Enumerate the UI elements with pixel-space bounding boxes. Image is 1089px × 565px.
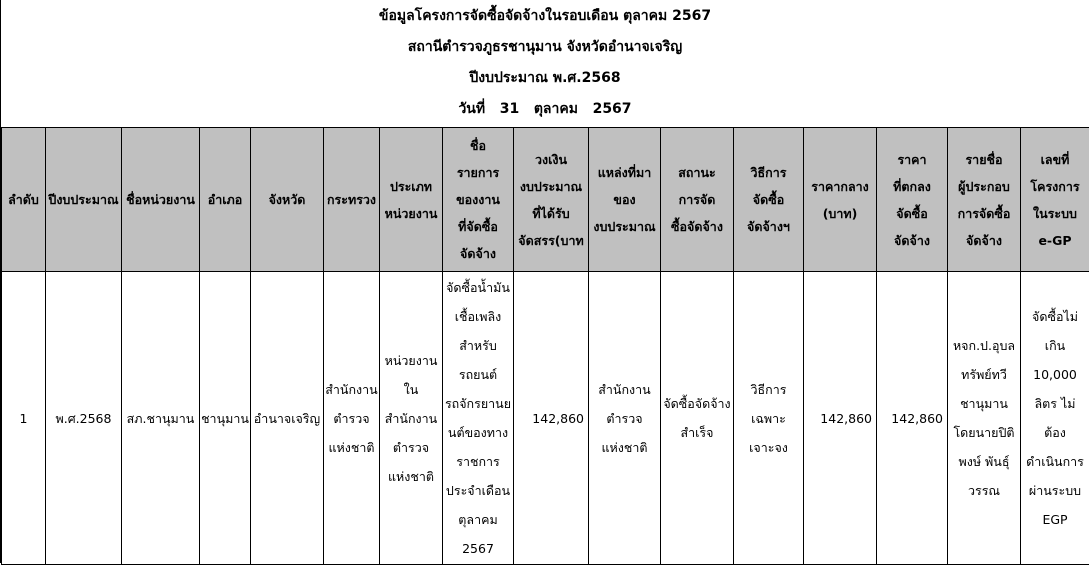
- report-title: ข้อมูลโครงการจัดซื้อจัดจ้างในรอบเดือน ตุลาคม 2567: [1, 4, 1089, 35]
- table-row: [2, 272, 1089, 565]
- col-header-fiscal-year: ปีงบประมาณ: [46, 128, 122, 272]
- col-header-egp-no: เลขที่ โครงการ ในระบบ e-GP: [1021, 128, 1089, 272]
- col-header-item: ชื่อ รายการ ของงาน ที่จัดซื้อ จัดจ้าง: [443, 128, 514, 272]
- col-header-agency-type: ประเภท หน่วยงาน: [380, 128, 443, 272]
- cell-agreed-price: 142,860: [877, 272, 948, 565]
- report-fiscal-year: ปีงบประมาณ พ.ศ.2568: [1, 66, 1089, 97]
- col-header-vendor: รายชื่อ ผู้ประกอบ การจัดซื้อ จัดจ้าง: [948, 128, 1021, 272]
- cell-no: 1: [2, 272, 46, 565]
- cell-status: จัดซื้อจัดจ้าง สำเร็จ: [661, 272, 734, 565]
- cell-vendor: หจก.ป.อุบล ทรัพย์ทวี ชานุมาน โดยนายปิติ พงษ์ พันธุ์ วรรณ: [948, 272, 1021, 565]
- col-header-ministry: กระทรวง: [324, 128, 380, 272]
- col-header-status: สถานะ การจัด ซื้อจัดจ้าง: [661, 128, 734, 272]
- col-header-district: อำเภอ: [200, 128, 251, 272]
- cell-district: ชานุมาน: [200, 272, 251, 565]
- col-header-method: วิธีการ จัดซื้อ จัดจ้างฯ: [734, 128, 804, 272]
- report-date: วันที่ 31 ตุลาคม 2567: [1, 97, 1089, 128]
- cell-province: อำนาจเจริญ: [251, 272, 324, 565]
- cell-item: จัดซื้อน้ำมัน เชื้อเพลิง สำหรับ รถยนต์ รถจักรยานย นต์ของทาง ราชการ ประจำเดือน ตุลาคม 2567: [443, 272, 514, 565]
- col-header-budget: วงเงิน งบประมาณ ที่ได้รับ จัดสรร(บาท: [514, 128, 589, 272]
- report-agency: สถานีตำรวจภูธรชานุมาน จังหวัดอำนาจเจริญ: [1, 35, 1089, 66]
- cell-egp-no: จัดซื้อไม่เกิน 10,000 ลิตร ไม่ ต้อง ดำเนินการ ผ่านระบบ EGP: [1021, 272, 1089, 565]
- cell-ministry: สำนักงาน ตำรวจ แห่งชาติ: [324, 272, 380, 565]
- col-header-budget-source: แหล่งที่มา ของ งบประมาณ: [589, 128, 661, 272]
- cell-budget: 142,860: [514, 272, 589, 565]
- cell-budget-source: สำนักงาน ตำรวจ แห่งชาติ: [589, 272, 661, 565]
- report-header: [1, 0, 1089, 127]
- col-header-province: จังหวัด: [251, 128, 324, 272]
- col-header-agency: ชื่อหน่วยงาน: [122, 128, 200, 272]
- cell-method: วิธีการเฉพาะ เจาะจง: [734, 272, 804, 565]
- table-header-row: [2, 128, 1089, 272]
- cell-fiscal-year: พ.ศ.2568: [46, 272, 122, 565]
- col-header-median-price: ราคากลาง (บาท): [804, 128, 877, 272]
- cell-agency-type: หน่วยงาน ใน สำนักงาน ตำรวจ แห่งชาติ: [380, 272, 443, 565]
- cell-median-price: 142,860: [804, 272, 877, 565]
- col-header-no: ลำดับ: [2, 128, 46, 272]
- procurement-table: [1, 127, 1089, 565]
- col-header-agreed-price: ราคา ที่ตกลง จัดซื้อ จัดจ้าง: [877, 128, 948, 272]
- cell-agency: สภ.ชานุมาน: [122, 272, 200, 565]
